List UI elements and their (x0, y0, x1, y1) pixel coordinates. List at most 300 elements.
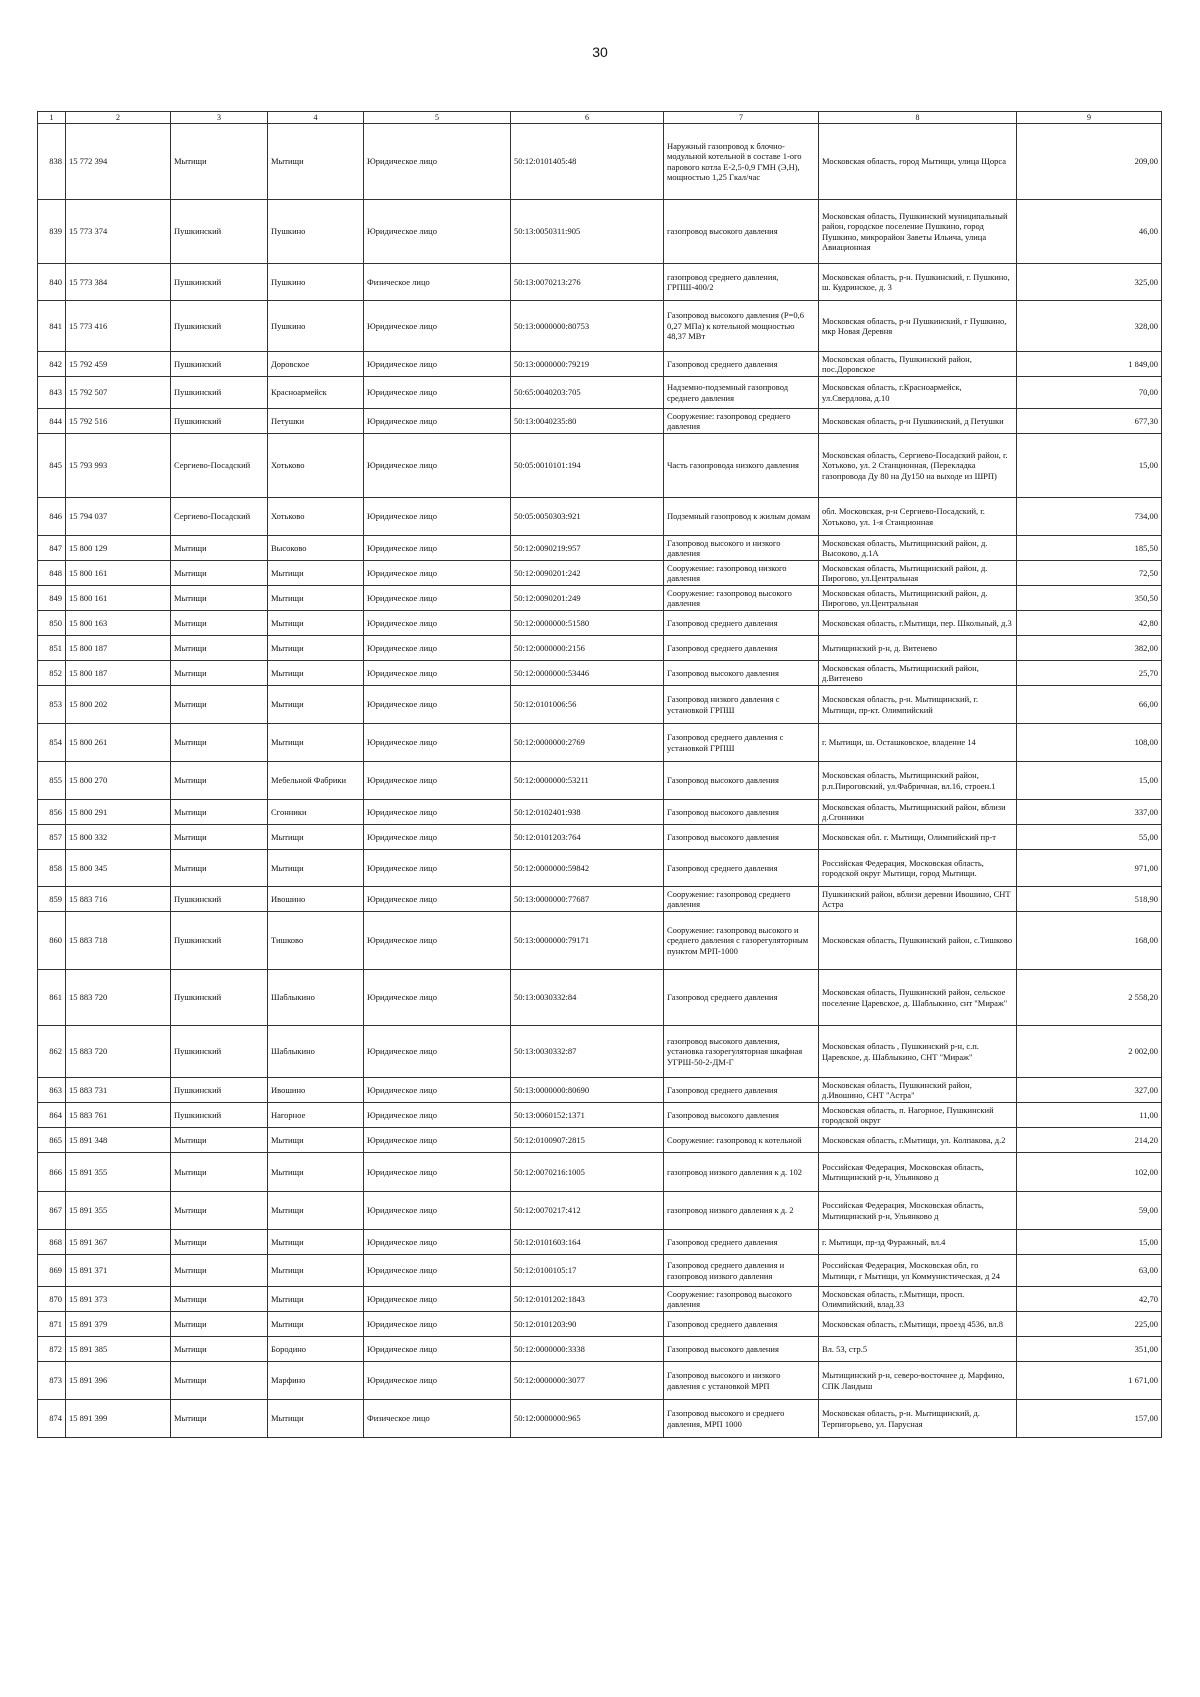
address-cell: Вл. 53, стр.5 (819, 1337, 1017, 1362)
district-cell: Мытищи (171, 611, 268, 636)
code-cell: 15 891 396 (66, 1362, 171, 1400)
object-description-cell: Газопровод высокого давления (664, 1337, 819, 1362)
object-description-cell: Газопровод высокого давления (664, 762, 819, 800)
address-cell: Московская область, Пушкинский район, с.Тишково (819, 912, 1017, 970)
district-cell: Мытищи (171, 1128, 268, 1153)
length-value-cell: 185,50 (1017, 536, 1162, 561)
district-cell: Мытищи (171, 1192, 268, 1230)
address-cell: Московская обл. г. Мытищи, Олимпийский пр-т (819, 825, 1017, 850)
cadastral-number-cell: 50:12:0000000:965 (511, 1400, 664, 1438)
code-cell: 15 800 202 (66, 686, 171, 724)
owner-type-cell: Юридическое лицо (364, 498, 511, 536)
cadastral-number-cell: 50:13:0000000:79171 (511, 912, 664, 970)
length-value-cell: 102,00 (1017, 1153, 1162, 1192)
address-cell: Мытищинский р-н, д. Витенево (819, 636, 1017, 661)
cadastral-number-cell: 50:12:0000000:59842 (511, 850, 664, 887)
object-description-cell: Сооружение: газопровод среднего давления (664, 887, 819, 912)
cadastral-number-cell: 50:12:0090201:242 (511, 561, 664, 586)
locality-cell: Мытищи (268, 586, 364, 611)
column-number-cell: 2 (66, 112, 171, 124)
locality-cell: Мытищи (268, 850, 364, 887)
row-number-cell: 867 (38, 1192, 66, 1230)
code-cell: 15 800 291 (66, 800, 171, 825)
table-row (38, 661, 1162, 686)
owner-type-cell: Юридическое лицо (364, 301, 511, 352)
locality-cell: Высоково (268, 536, 364, 561)
district-cell: Мытищи (171, 124, 268, 200)
address-cell: Российская Федерация, Московская область, городской округ Мытищи, город Мытищи. (819, 850, 1017, 887)
owner-type-cell: Юридическое лицо (364, 1255, 511, 1287)
table-row (38, 264, 1162, 301)
code-cell: 15 800 187 (66, 636, 171, 661)
district-cell: Мытищи (171, 661, 268, 686)
table-row (38, 970, 1162, 1026)
district-cell: Мытищи (171, 686, 268, 724)
code-cell: 15 800 161 (66, 561, 171, 586)
owner-type-cell: Юридическое лицо (364, 912, 511, 970)
owner-type-cell: Юридическое лицо (364, 434, 511, 498)
row-number-cell: 838 (38, 124, 66, 200)
locality-cell: Мытищи (268, 1192, 364, 1230)
table-row (38, 1078, 1162, 1103)
length-value-cell: 55,00 (1017, 825, 1162, 850)
length-value-cell: 971,00 (1017, 850, 1162, 887)
table-row (38, 377, 1162, 409)
row-number-cell: 870 (38, 1287, 66, 1312)
district-cell: Мытищи (171, 586, 268, 611)
district-cell: Сергиево-Посадский (171, 434, 268, 498)
locality-cell: Мытищи (268, 825, 364, 850)
row-number-cell: 859 (38, 887, 66, 912)
cadastral-number-cell: 50:12:0101405:48 (511, 124, 664, 200)
code-cell: 15 794 037 (66, 498, 171, 536)
code-cell: 15 883 720 (66, 970, 171, 1026)
locality-cell: Доровское (268, 352, 364, 377)
cadastral-number-cell: 50:12:0101203:764 (511, 825, 664, 850)
district-cell: Мытищи (171, 1153, 268, 1192)
code-cell: 15 800 129 (66, 536, 171, 561)
address-cell: Московская область, Мытищинский район, д.Витенево (819, 661, 1017, 686)
owner-type-cell: Юридическое лицо (364, 1287, 511, 1312)
owner-type-cell: Юридическое лицо (364, 1153, 511, 1192)
object-description-cell: Газопровод среднего давления (664, 611, 819, 636)
row-number-cell: 843 (38, 377, 66, 409)
table-row (38, 686, 1162, 724)
district-cell: Пушкинский (171, 301, 268, 352)
owner-type-cell: Юридическое лицо (364, 762, 511, 800)
object-description-cell: Газопровод высокого давления (664, 1103, 819, 1128)
cadastral-number-cell: 50:12:0000000:3077 (511, 1362, 664, 1400)
column-number-cell: 7 (664, 112, 819, 124)
length-value-cell: 677,30 (1017, 409, 1162, 434)
object-description-cell: Газопровод высокого давления (664, 825, 819, 850)
locality-cell: Хотьково (268, 434, 364, 498)
object-description-cell: Сооружение: газопровод высокого давления (664, 586, 819, 611)
district-cell: Мытищи (171, 536, 268, 561)
length-value-cell: 42,80 (1017, 611, 1162, 636)
row-number-cell: 851 (38, 636, 66, 661)
object-description-cell: Газопровод среднего давления (664, 1312, 819, 1337)
object-description-cell: Надземно-подземный газопровод среднего давления (664, 377, 819, 409)
locality-cell: Шаблыкино (268, 1026, 364, 1078)
table-row (38, 1312, 1162, 1337)
address-cell: Московская область, Мытищинский район, р.п.Пироговский, ул.Фабричная, вл.16, строен.1 (819, 762, 1017, 800)
locality-cell: Тишково (268, 912, 364, 970)
object-description-cell: Газопровод низкого давления с установкой ГРПШ (664, 686, 819, 724)
cadastral-number-cell: 50:05:0010101:194 (511, 434, 664, 498)
row-number-cell: 850 (38, 611, 66, 636)
locality-cell: Мытищи (268, 124, 364, 200)
length-value-cell: 2 002,00 (1017, 1026, 1162, 1078)
owner-type-cell: Юридическое лицо (364, 661, 511, 686)
table-row (38, 1026, 1162, 1078)
address-cell: Московская область, г.Мытищи, просп. Олимпийский, влад.33 (819, 1287, 1017, 1312)
length-value-cell: 350,50 (1017, 586, 1162, 611)
code-cell: 15 772 394 (66, 124, 171, 200)
length-value-cell: 382,00 (1017, 636, 1162, 661)
object-description-cell: Газопровод высокого и среднего давления, МРП 1000 (664, 1400, 819, 1438)
locality-cell: Пушкино (268, 301, 364, 352)
row-number-cell: 868 (38, 1230, 66, 1255)
code-cell: 15 883 731 (66, 1078, 171, 1103)
locality-cell: Нагорное (268, 1103, 364, 1128)
row-number-cell: 872 (38, 1337, 66, 1362)
locality-cell: Ивошино (268, 887, 364, 912)
locality-cell: Бородино (268, 1337, 364, 1362)
cadastral-number-cell: 50:13:0000000:79219 (511, 352, 664, 377)
object-description-cell: Газопровод высокого и низкого давления с установкой МРП (664, 1362, 819, 1400)
cadastral-number-cell: 50:12:0102401:938 (511, 800, 664, 825)
district-cell: Пушкинский (171, 1103, 268, 1128)
cadastral-number-cell: 50:05:0050303:921 (511, 498, 664, 536)
object-description-cell: Сооружение: газопровод к котельной (664, 1128, 819, 1153)
code-cell: 15 891 399 (66, 1400, 171, 1438)
owner-type-cell: Физическое лицо (364, 264, 511, 301)
owner-type-cell: Юридическое лицо (364, 1128, 511, 1153)
row-number-cell: 866 (38, 1153, 66, 1192)
locality-cell: Мебельной Фабрики (268, 762, 364, 800)
column-number-cell: 5 (364, 112, 511, 124)
cadastral-number-cell: 50:12:0000000:53211 (511, 762, 664, 800)
cadastral-number-cell: 50:13:0060152:1371 (511, 1103, 664, 1128)
code-cell: 15 792 507 (66, 377, 171, 409)
object-description-cell: Газопровод высокого давления (Р=0,6 0,27 МПа) к котельной мощностью 48,37 МВт (664, 301, 819, 352)
address-cell: обл. Московская, р-н Сергиево-Посадский, г. Хотьково, ул. 1-я Станционная (819, 498, 1017, 536)
district-cell: Пушкинский (171, 887, 268, 912)
address-cell: Московская область, Пушкинский район, д.Ивошино, СНТ "Астра" (819, 1078, 1017, 1103)
length-value-cell: 518,90 (1017, 887, 1162, 912)
address-cell: Мытищинский р-н, северо-восточнее д. Марфино, СПК Ландыш (819, 1362, 1017, 1400)
address-cell: Московская область, п. Нагорное, Пушкинский городской округ (819, 1103, 1017, 1128)
code-cell: 15 773 384 (66, 264, 171, 301)
owner-type-cell: Юридическое лицо (364, 887, 511, 912)
code-cell: 15 800 261 (66, 724, 171, 762)
owner-type-cell: Юридическое лицо (364, 1103, 511, 1128)
row-number-cell: 863 (38, 1078, 66, 1103)
table-row (38, 586, 1162, 611)
locality-cell: Петушки (268, 409, 364, 434)
code-cell: 15 773 416 (66, 301, 171, 352)
cadastral-number-cell: 50:12:0000000:51580 (511, 611, 664, 636)
table-row (38, 1103, 1162, 1128)
address-cell: Московская область, р-н Пушкинский, г Пушкино, мкр Новая Деревня (819, 301, 1017, 352)
locality-cell: Мытищи (268, 1153, 364, 1192)
row-number-cell: 856 (38, 800, 66, 825)
address-cell: Московская область, г.Мытищи, ул. Колпакова, д.2 (819, 1128, 1017, 1153)
row-number-cell: 848 (38, 561, 66, 586)
district-cell: Мытищи (171, 1230, 268, 1255)
object-description-cell: Сооружение: газопровод высокого и среднего давления с газорегуляторным пунктом МРП-1000 (664, 912, 819, 970)
table-row (38, 352, 1162, 377)
address-cell: Московская область, р-н. Мытищинский, г. Мытищи, пр-кт. Олимпийский (819, 686, 1017, 724)
address-cell: г. Мытищи, ш. Осташковское, владение 14 (819, 724, 1017, 762)
address-cell: Московская область, г.Мытищи, проезд 4536, вл.8 (819, 1312, 1017, 1337)
code-cell: 15 891 367 (66, 1230, 171, 1255)
code-cell: 15 800 345 (66, 850, 171, 887)
cadastral-number-cell: 50:12:0090201:249 (511, 586, 664, 611)
address-cell: Московская область, р-н Пушкинский, д Петушки (819, 409, 1017, 434)
locality-cell: Мытищи (268, 1255, 364, 1287)
table-row (38, 498, 1162, 536)
row-number-cell: 846 (38, 498, 66, 536)
district-cell: Мытищи (171, 1312, 268, 1337)
owner-type-cell: Юридическое лицо (364, 1230, 511, 1255)
row-number-cell: 857 (38, 825, 66, 850)
length-value-cell: 327,00 (1017, 1078, 1162, 1103)
row-number-cell: 847 (38, 536, 66, 561)
row-number-cell: 854 (38, 724, 66, 762)
district-cell: Пушкинский (171, 1078, 268, 1103)
length-value-cell: 70,00 (1017, 377, 1162, 409)
length-value-cell: 337,00 (1017, 800, 1162, 825)
owner-type-cell: Юридическое лицо (364, 1192, 511, 1230)
row-number-cell: 849 (38, 586, 66, 611)
owner-type-cell: Юридическое лицо (364, 686, 511, 724)
locality-cell: Шаблыкино (268, 970, 364, 1026)
locality-cell: Мытищи (268, 561, 364, 586)
row-number-cell: 845 (38, 434, 66, 498)
object-description-cell: Газопровод среднего давления (664, 636, 819, 661)
object-description-cell: Газопровод среднего давления (664, 1078, 819, 1103)
code-cell: 15 883 718 (66, 912, 171, 970)
object-description-cell: Газопровод высокого давления (664, 661, 819, 686)
table-row (38, 825, 1162, 850)
owner-type-cell: Юридическое лицо (364, 1337, 511, 1362)
district-cell: Сергиево-Посадский (171, 498, 268, 536)
district-cell: Пушкинский (171, 200, 268, 264)
district-cell: Мытищи (171, 762, 268, 800)
code-cell: 15 891 385 (66, 1337, 171, 1362)
cadastral-number-cell: 50:12:0000000:3338 (511, 1337, 664, 1362)
owner-type-cell: Юридическое лицо (364, 611, 511, 636)
row-number-cell: 839 (38, 200, 66, 264)
district-cell: Пушкинский (171, 409, 268, 434)
code-cell: 15 800 332 (66, 825, 171, 850)
owner-type-cell: Юридическое лицо (364, 377, 511, 409)
column-number-cell: 4 (268, 112, 364, 124)
address-cell: Московская область, Мытищинский район, д. Пирогово, ул.Центральная (819, 561, 1017, 586)
locality-cell: Сгонники (268, 800, 364, 825)
code-cell: 15 800 163 (66, 611, 171, 636)
table-row (38, 1153, 1162, 1192)
row-number-cell: 873 (38, 1362, 66, 1400)
cadastral-number-cell: 50:12:0070216:1005 (511, 1153, 664, 1192)
length-value-cell: 15,00 (1017, 434, 1162, 498)
length-value-cell: 1 671,00 (1017, 1362, 1162, 1400)
table-row (38, 1337, 1162, 1362)
table-row (38, 887, 1162, 912)
object-description-cell: Газопровод среднего давления с установкой ГРПШ (664, 724, 819, 762)
owner-type-cell: Юридическое лицо (364, 1362, 511, 1400)
object-description-cell: газопровод высокого давления (664, 200, 819, 264)
code-cell: 15 883 761 (66, 1103, 171, 1128)
address-cell: Московская область, Мытищинский район, вблизи д.Сгонники (819, 800, 1017, 825)
cadastral-number-cell: 50:12:0100907:2815 (511, 1128, 664, 1153)
locality-cell: Мытищи (268, 1400, 364, 1438)
table-row (38, 1287, 1162, 1312)
owner-type-cell: Физическое лицо (364, 1400, 511, 1438)
column-number-cell: 3 (171, 112, 268, 124)
address-cell: Московская область, Мытищинский район, д. Пирогово, ул.Центральная (819, 586, 1017, 611)
row-number-cell: 841 (38, 301, 66, 352)
owner-type-cell: Юридическое лицо (364, 850, 511, 887)
district-cell: Мытищи (171, 1255, 268, 1287)
owner-type-cell: Юридическое лицо (364, 200, 511, 264)
cadastral-number-cell: 50:12:0090219:957 (511, 536, 664, 561)
column-number-row (38, 112, 1162, 124)
table-row (38, 724, 1162, 762)
cadastral-number-cell: 50:13:0050311:905 (511, 200, 664, 264)
code-cell: 15 800 161 (66, 586, 171, 611)
address-cell: Московская область, Пушкинский район, пос.Доровское (819, 352, 1017, 377)
code-cell: 15 891 379 (66, 1312, 171, 1337)
district-cell: Мытищи (171, 1287, 268, 1312)
object-description-cell: Газопровод среднего давления и газопровод низкого давления (664, 1255, 819, 1287)
cadastral-number-cell: 50:13:0070213:276 (511, 264, 664, 301)
cadastral-number-cell: 50:12:0101603:164 (511, 1230, 664, 1255)
column-number-cell: 9 (1017, 112, 1162, 124)
cadastral-number-cell: 50:12:0100105:17 (511, 1255, 664, 1287)
owner-type-cell: Юридическое лицо (364, 636, 511, 661)
row-number-cell: 858 (38, 850, 66, 887)
district-cell: Мытищи (171, 1362, 268, 1400)
district-cell: Пушкинский (171, 264, 268, 301)
locality-cell: Мытищи (268, 1312, 364, 1337)
object-description-cell: Газопровод высокого и низкого давления (664, 536, 819, 561)
column-number-cell: 1 (38, 112, 66, 124)
object-description-cell: газопровод низкого давления к д. 2 (664, 1192, 819, 1230)
address-cell: Московская область, город Мытищи, улица Щорса (819, 124, 1017, 200)
locality-cell: Мытищи (268, 611, 364, 636)
object-description-cell: газопровод среднего давления, ГРПШ-400/2 (664, 264, 819, 301)
length-value-cell: 108,00 (1017, 724, 1162, 762)
object-description-cell: Газопровод высокого давления (664, 800, 819, 825)
row-number-cell: 853 (38, 686, 66, 724)
locality-cell: Ивошино (268, 1078, 364, 1103)
table-row (38, 636, 1162, 661)
code-cell: 15 773 374 (66, 200, 171, 264)
length-value-cell: 11,00 (1017, 1103, 1162, 1128)
district-cell: Мытищи (171, 724, 268, 762)
length-value-cell: 15,00 (1017, 762, 1162, 800)
registry-table (37, 111, 1162, 1438)
locality-cell: Мытищи (268, 1128, 364, 1153)
district-cell: Мытищи (171, 636, 268, 661)
table-row (38, 800, 1162, 825)
address-cell: Российская Федерация, Московская область, Мытищинский р-н, Ульянково д (819, 1192, 1017, 1230)
code-cell: 15 891 355 (66, 1153, 171, 1192)
address-cell: Московская область, Мытищинский район, д. Высоково, д.1А (819, 536, 1017, 561)
length-value-cell: 209,00 (1017, 124, 1162, 200)
district-cell: Пушкинский (171, 377, 268, 409)
code-cell: 15 891 348 (66, 1128, 171, 1153)
code-cell: 15 792 516 (66, 409, 171, 434)
length-value-cell: 25,70 (1017, 661, 1162, 686)
owner-type-cell: Юридическое лицо (364, 1078, 511, 1103)
owner-type-cell: Юридическое лицо (364, 409, 511, 434)
code-cell: 15 800 187 (66, 661, 171, 686)
page-number: 30 (592, 44, 608, 60)
object-description-cell: Наружный газопровод к блочно-модульной котельной в составе 1-ого парового котла Е-2,5-0,9 ГМН (Э,Н), мощностью 1,25 Гкал/час (664, 124, 819, 200)
locality-cell: Мытищи (268, 636, 364, 661)
length-value-cell: 42,70 (1017, 1287, 1162, 1312)
code-cell: 15 883 716 (66, 887, 171, 912)
locality-cell: Хотьково (268, 498, 364, 536)
length-value-cell: 351,00 (1017, 1337, 1162, 1362)
object-description-cell: Газопровод среднего давления (664, 850, 819, 887)
table-row (38, 1230, 1162, 1255)
length-value-cell: 15,00 (1017, 1230, 1162, 1255)
object-description-cell: Газопровод среднего давления (664, 352, 819, 377)
length-value-cell: 734,00 (1017, 498, 1162, 536)
row-number-cell: 852 (38, 661, 66, 686)
length-value-cell: 214,20 (1017, 1128, 1162, 1153)
cadastral-number-cell: 50:12:0000000:2156 (511, 636, 664, 661)
table-row (38, 1192, 1162, 1230)
code-cell: 15 891 355 (66, 1192, 171, 1230)
district-cell: Мытищи (171, 800, 268, 825)
object-description-cell: Сооружение: газопровод высокого давления (664, 1287, 819, 1312)
length-value-cell: 63,00 (1017, 1255, 1162, 1287)
length-value-cell: 328,00 (1017, 301, 1162, 352)
owner-type-cell: Юридическое лицо (364, 970, 511, 1026)
length-value-cell: 72,50 (1017, 561, 1162, 586)
table-row (38, 124, 1162, 200)
table-row (38, 912, 1162, 970)
owner-type-cell: Юридическое лицо (364, 586, 511, 611)
owner-type-cell: Юридическое лицо (364, 352, 511, 377)
district-cell: Мытищи (171, 850, 268, 887)
object-description-cell: Газопровод среднего давления (664, 1230, 819, 1255)
table-row (38, 850, 1162, 887)
row-number-cell: 864 (38, 1103, 66, 1128)
length-value-cell: 325,00 (1017, 264, 1162, 301)
district-cell: Пушкинский (171, 352, 268, 377)
row-number-cell: 865 (38, 1128, 66, 1153)
locality-cell: Красноармейск (268, 377, 364, 409)
owner-type-cell: Юридическое лицо (364, 724, 511, 762)
address-cell: Пушкинский район, вблизи деревни Ивошино, СНТ Астра (819, 887, 1017, 912)
address-cell: Московская область, р-н. Пушкинский, г. Пушкино, ш. Кудринское, д. 3 (819, 264, 1017, 301)
row-number-cell: 844 (38, 409, 66, 434)
cadastral-number-cell: 50:12:0101202:1843 (511, 1287, 664, 1312)
row-number-cell: 871 (38, 1312, 66, 1337)
object-description-cell: Сооружение: газопровод среднего давления (664, 409, 819, 434)
district-cell: Мытищи (171, 1400, 268, 1438)
address-cell: Московская область, Сергиево-Посадский район, г. Хотьково, ул. 2 Станционная, (Перекладка газопровода Ду 80 на Ду150 на выходе из ШРП) (819, 434, 1017, 498)
length-value-cell: 157,00 (1017, 1400, 1162, 1438)
locality-cell: Мытищи (268, 1287, 364, 1312)
